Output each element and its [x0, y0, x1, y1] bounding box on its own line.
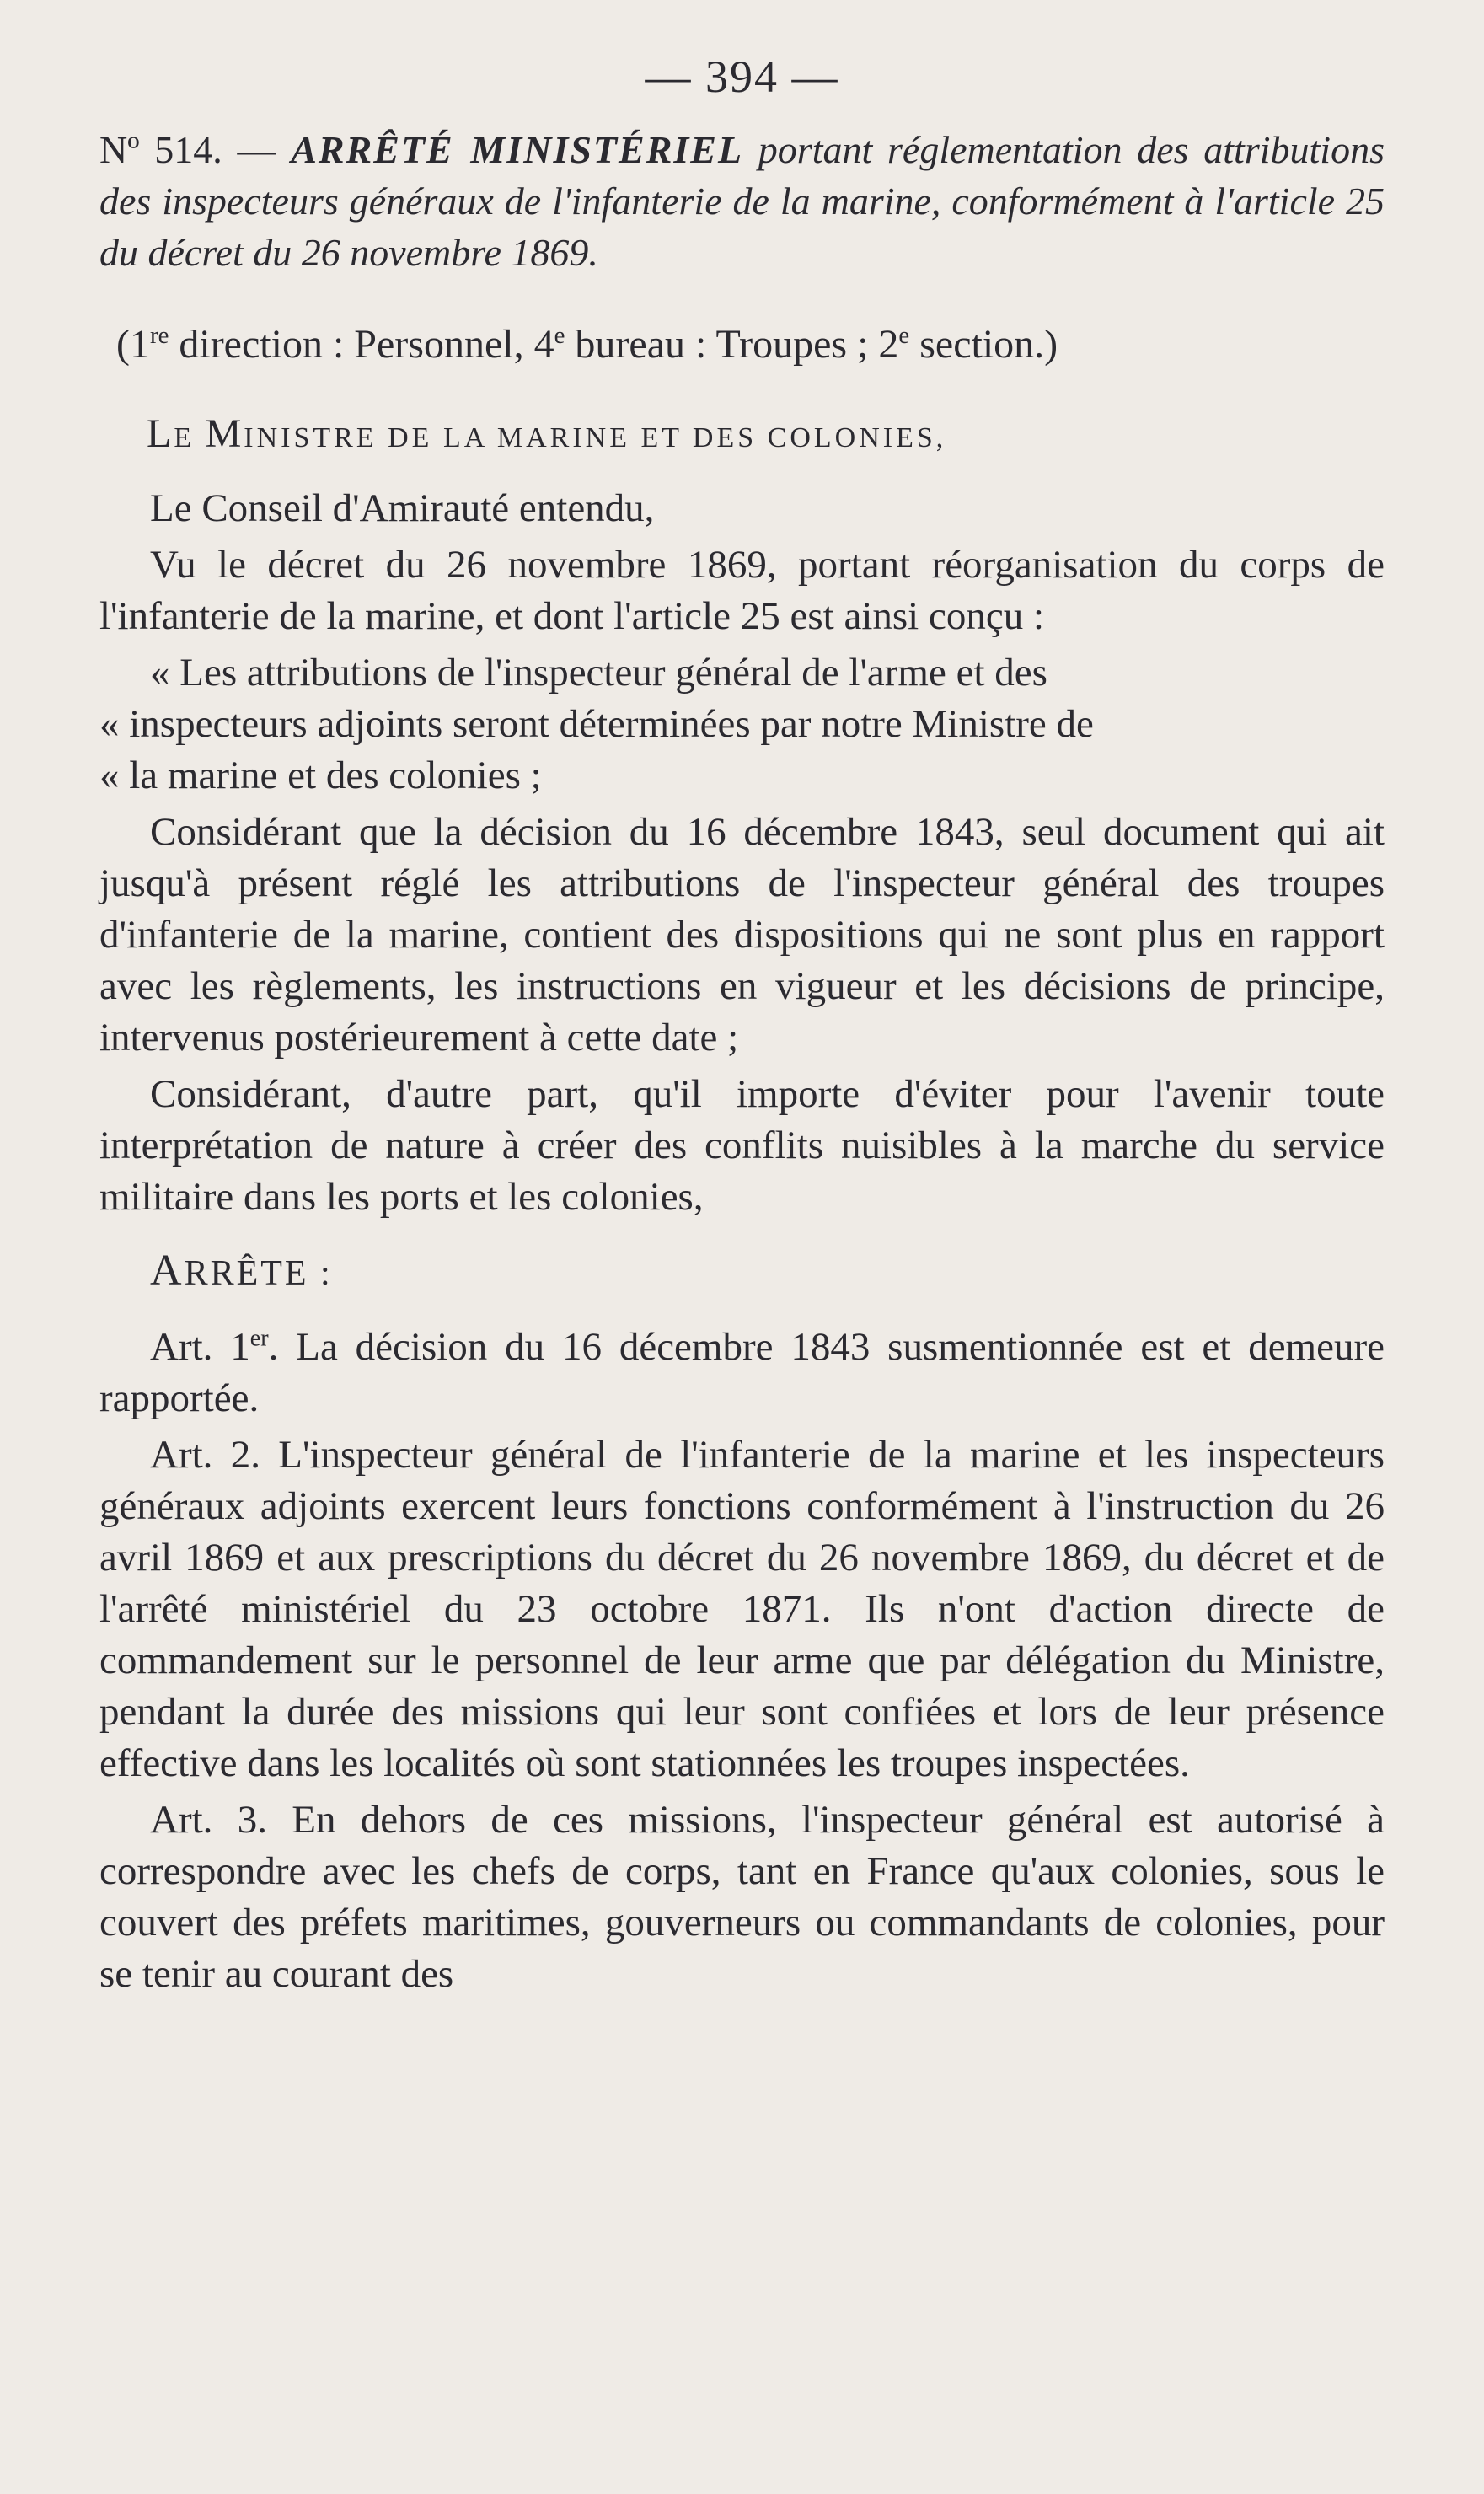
article-1 — [99, 1322, 1385, 1424]
quote-line-1: « Les attributions de l'inspecteur général de l'arme et des — [150, 651, 1047, 695]
title-text: portant réglementation des attributions des inspecteurs généraux de l'infanterie de la marine, conformément à l'article 25 du décret du 26 novembre 1869. — [99, 128, 1385, 274]
direction-text3: section.) — [909, 322, 1058, 367]
article-1-text: . La décision du 16 décembre 1843 susmentionnée est et demeure rapportée. — [99, 1325, 1385, 1420]
paragraph-conseil: Le Conseil d'Amirauté entendu, — [150, 486, 655, 530]
title-caps: ARRÊTÉ MINISTÉRIEL — [291, 128, 744, 171]
page-number: — 394 — — [645, 51, 839, 102]
direction-sup2: e — [554, 322, 565, 349]
paragraph-considerant-1: Considérant que la décision du 16 décembre 1843, seul document qui ait jusqu'à présent réglé les attributions de l'inspecteur général des troupes d'infanterie de la marine, contient des dispositions qui ne sont plus en rapport avec les règlements, les instructions en vigueur et les décisions de principe, intervenus postérieurement à cette date ; — [99, 810, 1385, 1059]
minister-initial: L — [147, 411, 174, 456]
direction-sup3: e — [898, 322, 910, 349]
title-number: Nº 514. — — [99, 128, 292, 171]
arrete-rest: RRÊTE : — [184, 1254, 333, 1293]
direction-line — [99, 319, 1385, 371]
minister-part1: E — [174, 422, 206, 453]
direction-open: (1 — [116, 322, 150, 367]
quote-line-3: « la marine et des colonies ; — [99, 754, 542, 797]
minister-m: M — [205, 411, 244, 456]
paragraph-considerant-2: Considérant, d'autre part, qu'il importe d'éviter pour l'avenir toute interprétation de nature à créer des conflits nuisibles à la marche du service militaire dans les ports et les colonies, — [99, 1072, 1385, 1219]
paragraph-decret: Vu le décret du 26 novembre 1869, portant réorganisation du corps de l'infanterie de la marine, et dont l'article 25 est ainsi conçu : — [99, 543, 1385, 638]
minister-heading — [147, 408, 1385, 464]
arrete-heading — [150, 1243, 1385, 1301]
article-3: Art. 3. En dehors de ces missions, l'inspecteur général est autorisé à correspondre avec les chefs de corps, tant en France qu'aux colonies, sous le couvert des préfets maritimes, gouverneurs ou commandants de colonies, pour se tenir au courant des — [99, 1798, 1385, 1996]
direction-sup: re — [149, 322, 169, 349]
article-1-sup: er — [249, 1325, 269, 1352]
document-title — [99, 124, 1385, 278]
article-1-label: Art. 1 — [150, 1325, 250, 1369]
quote-block — [99, 647, 1385, 802]
minister-part2: INISTRE DE LA MARINE ET DES COLONIES, — [244, 422, 947, 453]
article-2: Art. 2. L'inspecteur général de l'infanterie de la marine et les inspecteurs généraux adjoints exercent leurs fonctions conformément à l'instruction du 26 avril 1869 et aux prescriptions du décret du 26 novembre 1869, du décret et de l'arrêté ministériel du 23 octobre 1871. Ils n'ont d'action directe de commandement sur le personnel de leur arme que par délégation du Ministre, pendant la durée des missions qui leur sont confiées et lors de leur présence effective dans les localités où sont stationnées les troupes inspectées. — [99, 1433, 1385, 1785]
direction-text: direction : Personnel, 4 — [169, 322, 554, 367]
arrete-initial: A — [150, 1247, 185, 1295]
quote-line-2: « inspecteurs adjoints seront déterminées par notre Ministre de — [99, 702, 1094, 746]
direction-text2: bureau : Troupes ; 2 — [565, 322, 899, 367]
